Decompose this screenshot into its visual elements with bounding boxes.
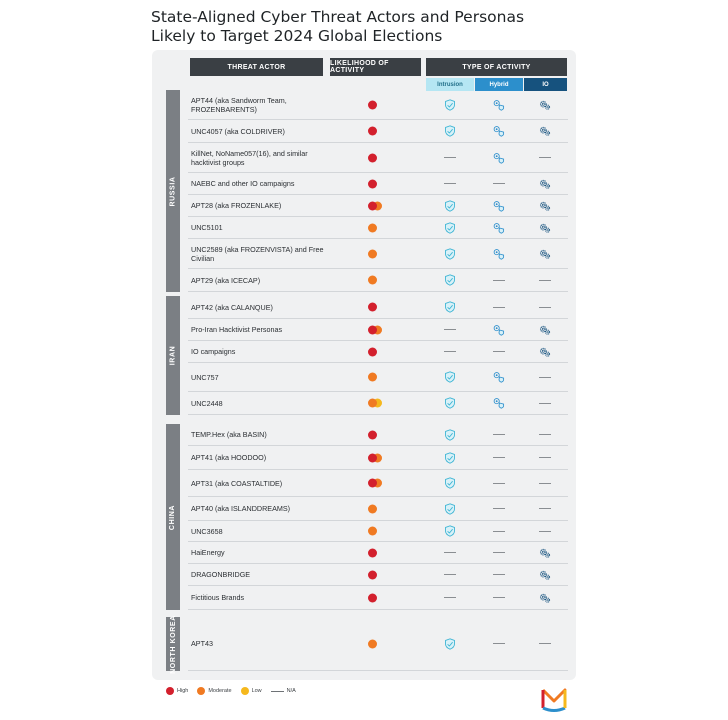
hybrid-na-cell — [493, 346, 505, 358]
gears-icon — [539, 346, 551, 358]
likelihood-moderate-dot — [368, 249, 377, 258]
hybrid-na-cell — [493, 274, 505, 286]
region-label-iran — [166, 296, 180, 415]
region-name: RUSSIA — [169, 175, 177, 207]
io-na-cell — [539, 503, 551, 515]
threat-actor-name: APT29 (aka ICECAP) — [191, 275, 261, 285]
legend-moderate-dot — [197, 687, 205, 695]
hybrid-icon — [493, 222, 505, 234]
na-dash — [493, 351, 505, 352]
io-na-cell — [539, 429, 551, 441]
threat-actor-name: APT41 (aka HOODOO) — [191, 453, 267, 462]
hybrid-na-cell — [493, 429, 505, 441]
title-line-1: State-Aligned Cyber Threat Actors and Personas — [151, 8, 525, 26]
likelihood-high-dot — [368, 453, 377, 462]
hybrid-na-cell — [493, 178, 505, 190]
gears-icon — [539, 547, 551, 559]
io-na-cell — [539, 274, 551, 286]
likelihood-high-dot — [368, 548, 377, 557]
na-dash — [493, 552, 505, 553]
shield-icon — [444, 397, 456, 409]
na-dash — [493, 307, 505, 308]
io-na-cell — [539, 301, 551, 313]
table-row — [188, 239, 568, 269]
threat-actor-name: APT28 (aka FROZENLAKE) — [191, 201, 282, 210]
hybrid-icon — [493, 125, 505, 137]
gears-icon — [539, 248, 551, 260]
threat-actor-name: APT42 (aka CALANQUE) — [191, 302, 273, 312]
na-dash — [493, 280, 505, 281]
hybrid-na-cell — [493, 547, 505, 559]
threat-actor-name: APT43 — [191, 639, 213, 648]
intrusion-na-cell — [444, 324, 456, 336]
shield-icon — [444, 200, 456, 212]
hybrid-icon — [493, 324, 505, 336]
threat-actor-name: UNC5101 — [191, 223, 223, 232]
table-row — [188, 424, 568, 446]
header-likelihood: LIKELIHOOD OF ACTIVITY — [330, 58, 421, 76]
threat-actor-name: APT44 (aka Sandworm Team, FROZENBARENTS) — [191, 95, 287, 114]
gears-icon — [539, 125, 551, 137]
table-row — [188, 173, 568, 195]
shield-icon — [444, 222, 456, 234]
threat-actor-name: UNC757 — [191, 372, 219, 382]
table-row — [188, 341, 568, 363]
table-row — [188, 586, 568, 610]
na-dash — [539, 508, 551, 509]
na-dash — [493, 574, 505, 575]
likelihood-moderate-dot — [368, 276, 377, 285]
table-row — [188, 363, 568, 392]
shield-icon — [444, 429, 456, 441]
likelihood-moderate-dot — [368, 527, 377, 536]
threat-actor-name: UNC4057 (aka COLDRIVER) — [191, 126, 285, 136]
intrusion-na-cell — [444, 152, 456, 164]
na-dash — [539, 307, 551, 308]
region-label-russia — [166, 90, 180, 292]
na-dash — [444, 329, 456, 330]
region-name: IRAN — [169, 345, 177, 366]
threat-actor-name: Fictitious Brands — [191, 593, 245, 602]
threat-actor-name: APT40 (aka ISLANDDREAMS) — [191, 504, 291, 513]
io-na-cell — [539, 638, 551, 650]
gears-icon — [539, 200, 551, 212]
shield-icon — [444, 248, 456, 260]
intrusion-na-cell — [444, 547, 456, 559]
region-label-north-korea — [166, 614, 180, 674]
na-dash — [539, 280, 551, 281]
legend-na — [271, 688, 296, 694]
legend-high-dot — [166, 687, 174, 695]
na-dash — [493, 508, 505, 509]
intrusion-na-cell — [444, 569, 456, 581]
hybrid-icon — [493, 99, 505, 111]
table-row — [188, 521, 568, 542]
io-na-cell — [539, 152, 551, 164]
legend-na-line — [271, 691, 284, 692]
table-row — [188, 497, 568, 521]
likelihood-high-dot — [368, 570, 377, 579]
shield-icon — [444, 301, 456, 313]
io-na-cell — [539, 371, 551, 383]
legend-moderate — [197, 687, 231, 695]
threat-actor-name: UNC2589 (aka FROZENVISTA) and Free Civilian — [191, 244, 324, 263]
hybrid-na-cell — [493, 301, 505, 313]
gears-icon — [539, 592, 551, 604]
hybrid-icon — [493, 152, 505, 164]
intrusion-na-cell — [444, 592, 456, 604]
na-dash — [444, 351, 456, 352]
title-line-2: Likely to Target 2024 Global Elections — [151, 27, 443, 45]
intrusion-na-cell — [444, 346, 456, 358]
shield-icon — [444, 638, 456, 650]
likelihood-high-dot — [368, 347, 377, 356]
na-dash — [493, 434, 505, 435]
na-dash — [493, 457, 505, 458]
gears-icon — [539, 324, 551, 336]
hybrid-icon — [493, 397, 505, 409]
threat-actor-name: HaiEnergy — [191, 548, 225, 557]
m-logo-icon — [540, 686, 568, 714]
likelihood-moderate-dot — [368, 504, 377, 513]
table-row — [188, 90, 568, 120]
hybrid-icon — [493, 248, 505, 260]
na-dash — [444, 597, 456, 598]
table-row — [188, 120, 568, 143]
likelihood-high-dot — [368, 100, 377, 109]
threat-actor-name: UNC3658 — [191, 526, 223, 536]
likelihood-high-dot — [368, 179, 377, 188]
legend-low-dot — [241, 687, 249, 695]
likelihood-moderate-dot — [368, 639, 377, 648]
na-dash — [444, 552, 456, 553]
table-row — [188, 319, 568, 341]
na-dash — [493, 183, 505, 184]
shield-icon — [444, 371, 456, 383]
region-name: CHINA — [169, 504, 177, 530]
hybrid-icon — [493, 200, 505, 212]
io-na-cell — [539, 397, 551, 409]
table-row — [188, 392, 568, 415]
intrusion-na-cell — [444, 178, 456, 190]
likelihood-high-dot — [368, 201, 377, 210]
likelihood-high-dot — [368, 593, 377, 602]
hybrid-na-cell — [493, 569, 505, 581]
hybrid-icon — [493, 371, 505, 383]
threat-actor-name: APT31 (aka COASTALTIDE) — [191, 478, 283, 488]
table-row — [188, 470, 568, 497]
gears-icon — [539, 569, 551, 581]
legend-high — [166, 687, 188, 695]
likelihood-moderate-dot — [368, 373, 377, 382]
table-row — [188, 564, 568, 586]
page-title — [151, 8, 571, 46]
legend — [166, 687, 305, 695]
shield-icon — [444, 125, 456, 137]
hybrid-na-cell — [493, 503, 505, 515]
shield-icon — [444, 452, 456, 464]
threat-actor-name: TEMP.Hex (aka BASIN) — [191, 430, 267, 439]
na-dash — [539, 434, 551, 435]
threat-actor-name: NAEBC and other IO campaigns — [191, 179, 295, 188]
region-name: NORTH KOREA — [169, 614, 177, 674]
likelihood-high-dot — [368, 325, 377, 334]
likelihood-high-dot — [368, 127, 377, 136]
likelihood-high-dot — [368, 153, 377, 162]
na-dash — [444, 183, 456, 184]
table-row — [188, 217, 568, 239]
legend-low-label: Low — [251, 688, 262, 694]
na-dash — [539, 377, 551, 378]
na-dash — [493, 597, 505, 598]
na-dash — [444, 574, 456, 575]
legend-low — [241, 687, 262, 695]
table-row — [188, 143, 568, 173]
likelihood-high-dot — [368, 430, 377, 439]
legend-high-label: High — [177, 688, 189, 694]
na-dash — [539, 643, 551, 644]
threat-actor-name: DRAGONBRIDGE — [191, 570, 251, 579]
shield-icon — [444, 99, 456, 111]
io-na-cell — [539, 452, 551, 464]
table-row — [188, 195, 568, 217]
shield-icon — [444, 525, 456, 537]
header-hybrid: Hybrid — [475, 78, 523, 91]
na-dash — [444, 157, 456, 158]
region-label-china — [166, 424, 180, 610]
na-dash — [539, 403, 551, 404]
table-row — [188, 542, 568, 564]
na-dash — [539, 457, 551, 458]
threat-actor-name: Pro-Iran Hacktivist Personas — [191, 325, 283, 334]
na-dash — [493, 483, 505, 484]
header-threat-actor: THREAT ACTOR — [190, 58, 323, 76]
hybrid-na-cell — [493, 452, 505, 464]
legend-moderate-label: Moderate — [208, 688, 232, 694]
likelihood-moderate-dot — [368, 223, 377, 232]
hybrid-na-cell — [493, 592, 505, 604]
table-row — [188, 296, 568, 319]
gears-icon — [539, 178, 551, 190]
hybrid-na-cell — [493, 638, 505, 650]
na-dash — [539, 483, 551, 484]
likelihood-moderate-dot — [368, 399, 377, 408]
threat-actor-name: UNC2448 — [191, 398, 223, 408]
na-dash — [539, 157, 551, 158]
likelihood-high-dot — [368, 303, 377, 312]
threat-actor-name: IO campaigns — [191, 347, 236, 356]
gears-icon — [539, 99, 551, 111]
hybrid-na-cell — [493, 477, 505, 489]
table-row — [188, 617, 568, 671]
table-row — [188, 269, 568, 292]
likelihood-high-dot — [368, 479, 377, 488]
threat-actor-name: KillNet, NoName057(16), and similar hacktivist groups — [191, 148, 308, 167]
na-dash — [493, 643, 505, 644]
io-na-cell — [539, 477, 551, 489]
shield-icon — [444, 274, 456, 286]
header-intrusion: Intrusion — [426, 78, 474, 91]
na-dash — [493, 531, 505, 532]
io-na-cell — [539, 525, 551, 537]
gears-icon — [539, 222, 551, 234]
hybrid-na-cell — [493, 525, 505, 537]
header-type-of-activity: TYPE OF ACTIVITY — [426, 58, 567, 76]
table-row — [188, 446, 568, 470]
shield-icon — [444, 503, 456, 515]
header-io: IO — [524, 78, 567, 91]
legend-na-label: N/A — [286, 688, 296, 694]
na-dash — [539, 531, 551, 532]
shield-icon — [444, 477, 456, 489]
